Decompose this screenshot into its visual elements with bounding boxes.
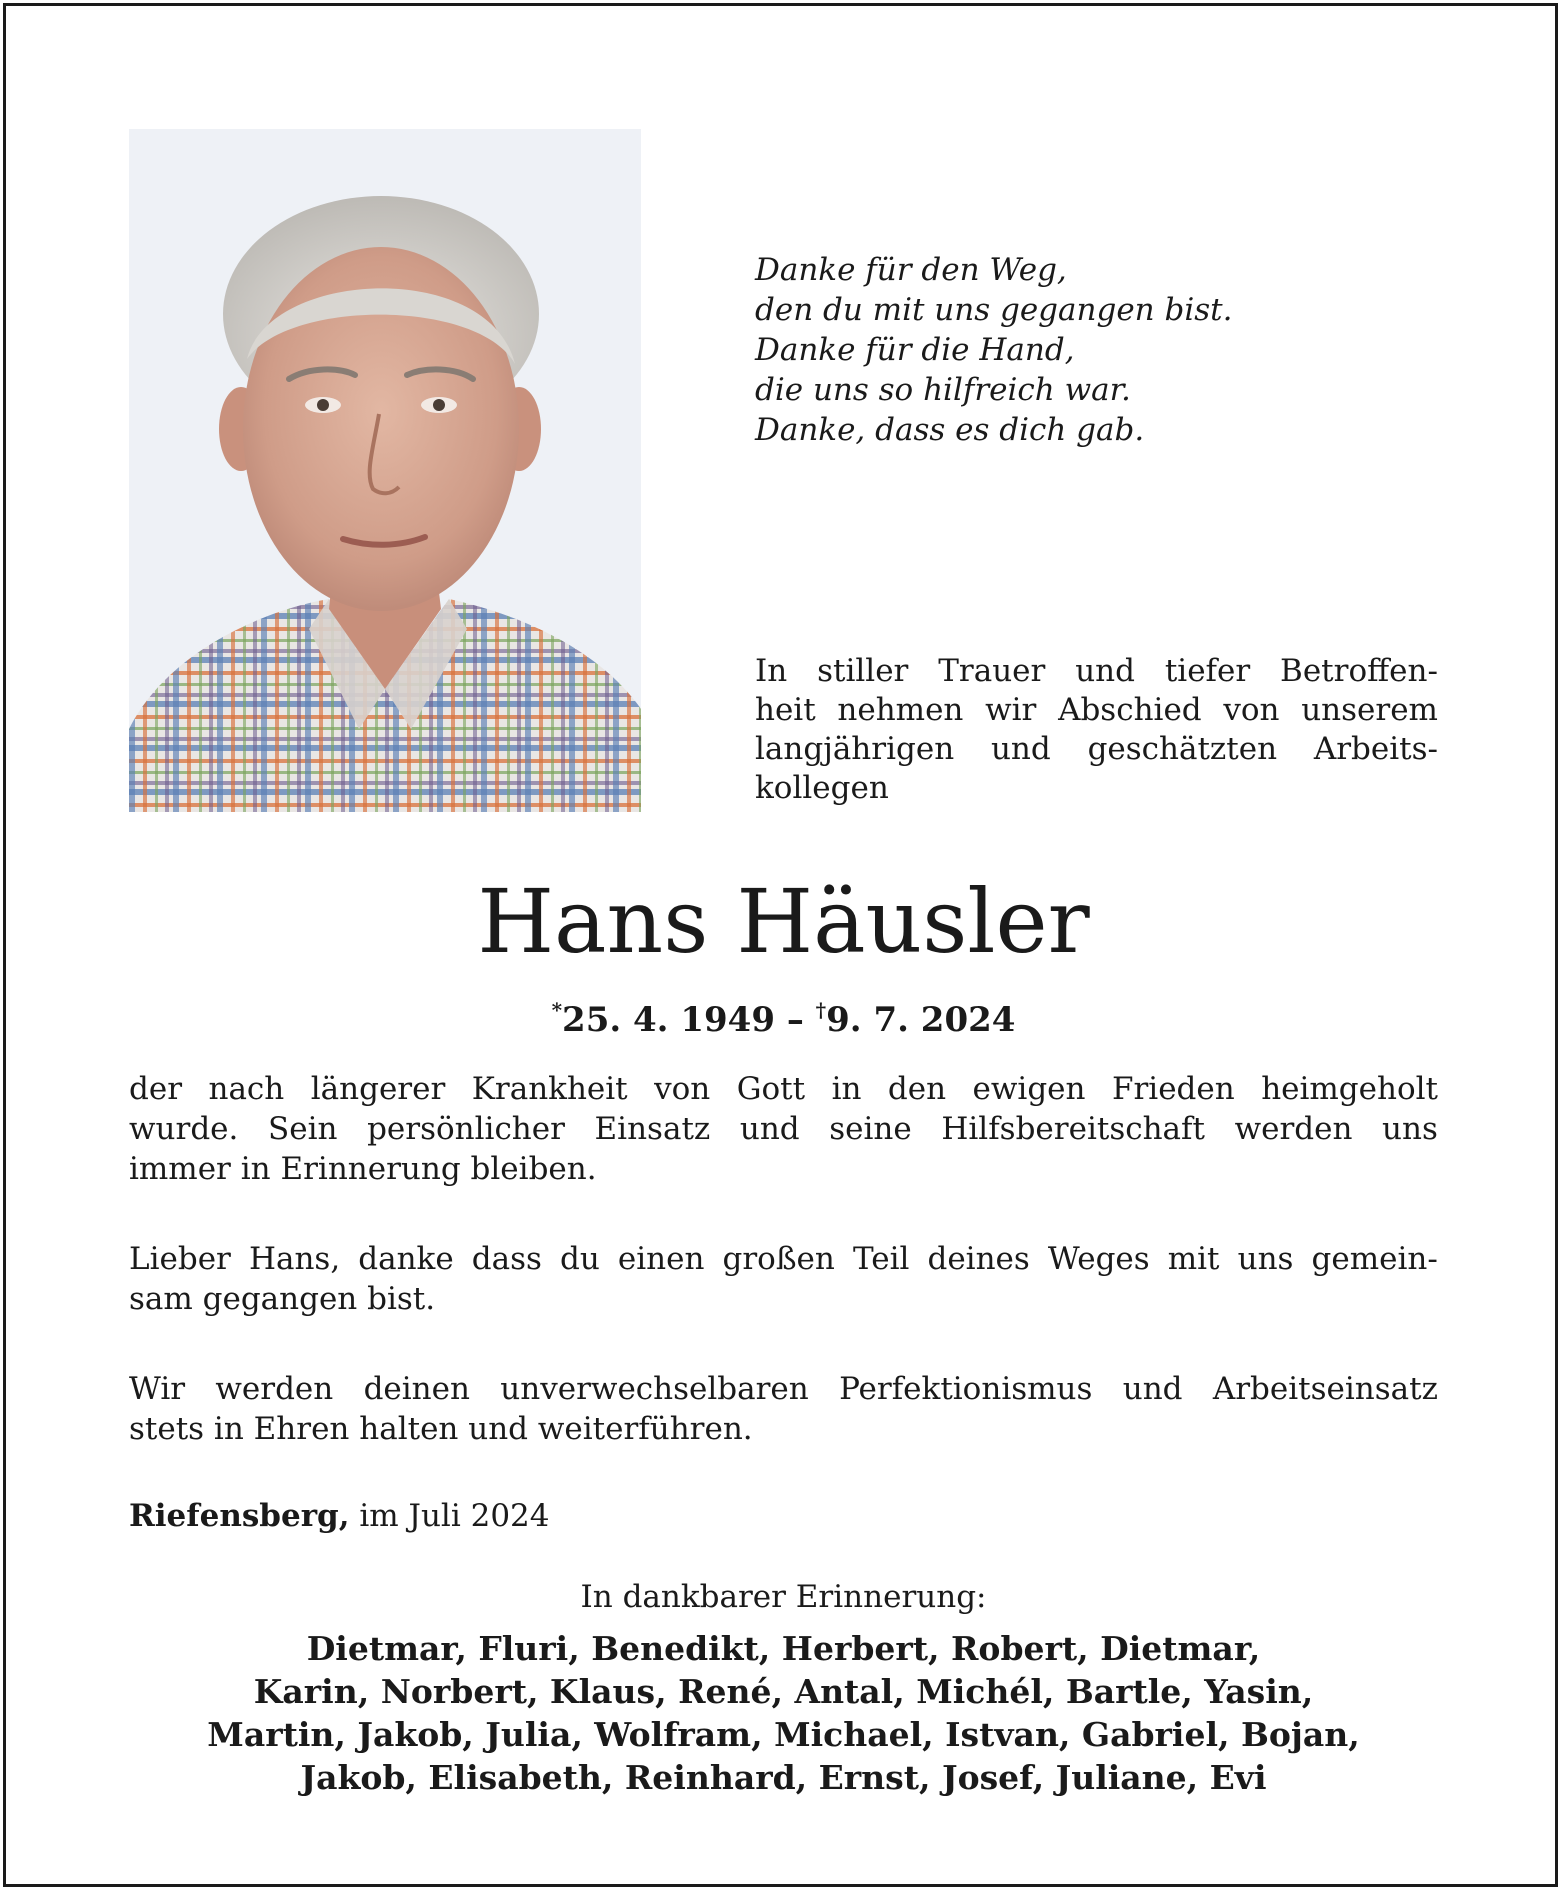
word: Frieden xyxy=(1111,1071,1235,1107)
word: persönlicher xyxy=(367,1111,565,1147)
word: uns xyxy=(1237,1241,1294,1277)
word: dass xyxy=(471,1241,542,1277)
word: Weges xyxy=(1047,1241,1150,1277)
word: in xyxy=(831,1071,862,1107)
word: Abschied xyxy=(1058,692,1202,728)
word: mit xyxy=(1167,1241,1220,1277)
poem-line: Danke für die Hand, xyxy=(755,332,1075,368)
word: unverwechselbaren xyxy=(500,1371,809,1407)
word: tiefer xyxy=(1164,653,1251,689)
word: langjährigen xyxy=(755,731,955,767)
word: nach xyxy=(208,1071,285,1107)
place-town: Riefensberg, xyxy=(129,1498,350,1534)
word: werden xyxy=(215,1371,334,1407)
birth-date: 25. 4. 1949 xyxy=(562,1000,775,1040)
word: uns xyxy=(1382,1111,1438,1147)
names-line: Karin, Norbert, Klaus, René, Antal, Michél, Bartle, Yasin, xyxy=(253,1672,1314,1711)
word: Gott xyxy=(736,1071,806,1107)
poem-line: den du mit uns gegangen bist. xyxy=(755,292,1233,328)
paragraph-line xyxy=(129,1109,1438,1149)
word: In xyxy=(755,653,788,689)
word: geschätzten xyxy=(1087,731,1278,767)
word: wurde. xyxy=(129,1111,239,1147)
intro-line xyxy=(755,652,1438,691)
portrait-photo xyxy=(129,129,641,812)
names-line: Martin, Jakob, Julia, Wolfram, Michael, Istvan, Gabriel, Bojan, xyxy=(207,1715,1360,1754)
word: Hilfsbereitschaft xyxy=(941,1111,1205,1147)
word: du xyxy=(560,1241,600,1277)
grateful-memory-heading: In dankbarer Erinnerung: xyxy=(580,1579,987,1615)
word: Teil xyxy=(852,1241,910,1277)
word: danke xyxy=(358,1241,454,1277)
word: nehmen xyxy=(837,692,964,728)
word: wir xyxy=(985,692,1037,728)
poem-line: die uns so hilfreich war. xyxy=(755,372,1131,408)
paragraph-1 xyxy=(129,1069,1438,1189)
word: einen xyxy=(617,1241,705,1277)
paragraph-line xyxy=(129,1239,1438,1279)
paragraph-line: immer in Erinnerung bleiben. xyxy=(129,1151,597,1187)
word: Arbeitseinsatz xyxy=(1212,1371,1438,1407)
deceased-name: Hans Häusler xyxy=(477,870,1090,973)
death-date: 9. 7. 2024 xyxy=(826,1000,1016,1040)
word: Sein xyxy=(267,1111,338,1147)
date-separator: – xyxy=(774,1000,816,1040)
word: und xyxy=(990,731,1051,767)
word: und xyxy=(1122,1371,1183,1407)
paragraph-line: stets in Ehren halten und weiterführen. xyxy=(129,1411,753,1447)
names-line: Dietmar, Fluri, Benedikt, Herbert, Robert, Dietmar, xyxy=(306,1629,1261,1668)
paragraph-2 xyxy=(129,1239,1438,1319)
word: stiller xyxy=(817,653,909,689)
intro-paragraph xyxy=(755,652,1438,808)
poem-line: Danke, dass es dich gab. xyxy=(755,412,1145,448)
poem xyxy=(755,250,1455,450)
word: und xyxy=(739,1111,800,1147)
word: von xyxy=(654,1071,711,1107)
life-dates xyxy=(0,988,1567,1042)
word: Arbeits- xyxy=(1313,731,1438,767)
paragraph-line xyxy=(129,1369,1438,1409)
word: werden xyxy=(1234,1111,1353,1147)
mourners-names xyxy=(0,1627,1567,1799)
word: längerer xyxy=(310,1071,446,1107)
death-symbol: † xyxy=(815,998,827,1022)
word: seine xyxy=(829,1111,912,1147)
poem-line: Danke für den Weg, xyxy=(755,252,1067,288)
intro-line xyxy=(755,730,1438,769)
word: deines xyxy=(927,1241,1030,1277)
paragraph-line xyxy=(129,1069,1438,1109)
word: deinen xyxy=(363,1371,470,1407)
word: Perfektionismus xyxy=(839,1371,1093,1407)
intro-line xyxy=(755,691,1438,730)
word: der xyxy=(129,1071,183,1107)
birth-symbol: * xyxy=(551,998,563,1022)
word: Betroffen- xyxy=(1280,653,1438,689)
word: unserem xyxy=(1301,692,1438,728)
word: großen xyxy=(722,1241,835,1277)
word: Trauer xyxy=(938,653,1046,689)
word: gemein- xyxy=(1311,1241,1438,1277)
word: heit xyxy=(755,692,816,728)
place-month: im Juli 2024 xyxy=(349,1498,550,1534)
word: den xyxy=(887,1071,947,1107)
word: von xyxy=(1223,692,1280,728)
word: heimgeholt xyxy=(1261,1071,1438,1107)
word: Hans, xyxy=(248,1241,341,1277)
word: Wir xyxy=(129,1371,186,1407)
word: Krankheit xyxy=(471,1071,628,1107)
names-line: Jakob, Elisabeth, Reinhard, Ernst, Josef, Juliane, Evi xyxy=(300,1758,1267,1797)
word: Lieber xyxy=(129,1241,231,1277)
paragraph-line: sam gegangen bist. xyxy=(129,1281,436,1317)
word: und xyxy=(1075,653,1135,689)
place-date xyxy=(129,1496,550,1536)
word: ewigen xyxy=(972,1071,1086,1107)
word: Einsatz xyxy=(594,1111,711,1147)
paragraph-3 xyxy=(129,1369,1438,1449)
portrait-illustration xyxy=(129,129,641,812)
intro-line: kollegen xyxy=(755,770,889,806)
